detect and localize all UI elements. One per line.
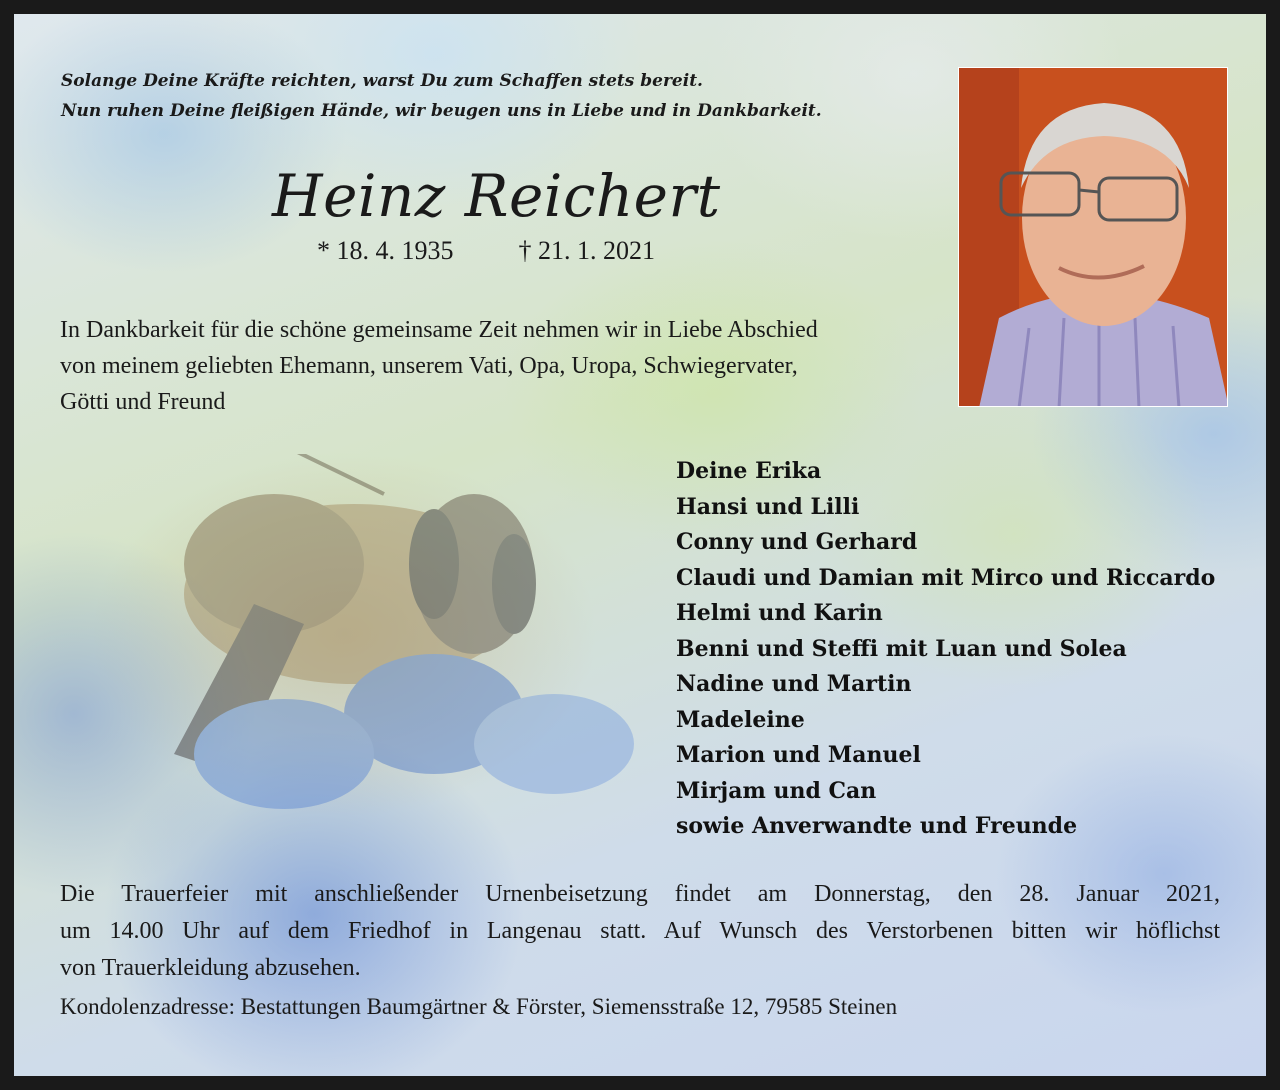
intro-line-3: Götti und Freund xyxy=(60,389,226,415)
mourner-entry: Hansi und Lilli xyxy=(676,493,860,520)
condolence-address: Kondolenzadresse: Bestattungen Baumgärtner & Förster, Siemensstraße 12, 79585 Steinen xyxy=(60,994,898,1019)
intro-line-2: von meinem geliebten Ehemann, unserem Vati, Opa, Uropa, Schwiegervater, xyxy=(60,353,798,379)
mourner-entry: Benni und Steffi mit Luan und Solea xyxy=(676,635,1127,662)
motto-line-1: Solange Deine Kräfte reichten, warst Du zum Schaffen stets bereit. xyxy=(61,71,703,91)
service-line-3: von Trauerkleidung abzusehen. xyxy=(60,955,361,981)
obituary-card xyxy=(14,14,1266,1076)
deceased-name: Heinz Reichert xyxy=(272,162,721,230)
mourner-entry: sowie Anverwandte und Freunde xyxy=(676,813,1078,839)
funeral-service-info xyxy=(60,876,1220,987)
motto-line-2: Nun ruhen Deine fleißigen Hände, wir beugen uns in Liebe und in Dankbarkeit. xyxy=(61,101,822,121)
mourners-list xyxy=(676,454,1215,845)
mourner-entry: Marion und Manuel xyxy=(676,742,921,768)
birth-date: * 18. 4. 1935 xyxy=(317,236,454,265)
mourner-entry: Mirjam und Can xyxy=(676,777,877,804)
motto xyxy=(61,66,961,126)
portrait-drawing xyxy=(959,68,1228,407)
mourner-entry: Nadine und Martin xyxy=(676,671,912,697)
service-line-2: um 14.00 Uhr auf dem Friedhof in Langenau statt. Auf Wunsch des Verstorbenen bitten wir höflichst xyxy=(60,918,1220,944)
farewell-intro xyxy=(60,312,940,420)
bee-flower-background-image xyxy=(134,454,654,814)
mourner-entry: Claudi und Damian mit Mirco und Riccardo xyxy=(676,564,1216,591)
mourner-entry: Helmi und Karin xyxy=(676,600,883,626)
service-line-1: Die Trauerfeier mit anschließender Urnenbeisetzung findet am Donnerstag, den 28. Januar 2021, xyxy=(60,881,1220,907)
life-dates xyxy=(317,236,655,266)
portrait-photo xyxy=(958,67,1228,407)
mourner-entry: Deine Erika xyxy=(676,458,822,484)
intro-line-1: In Dankbarkeit für die schöne gemeinsame Zeit nehmen wir in Liebe Abschied xyxy=(60,317,818,343)
death-date: † 21. 1. 2021 xyxy=(518,236,655,265)
mourner-entry: Conny und Gerhard xyxy=(676,529,918,555)
mourner-entry: Madeleine xyxy=(676,706,805,733)
